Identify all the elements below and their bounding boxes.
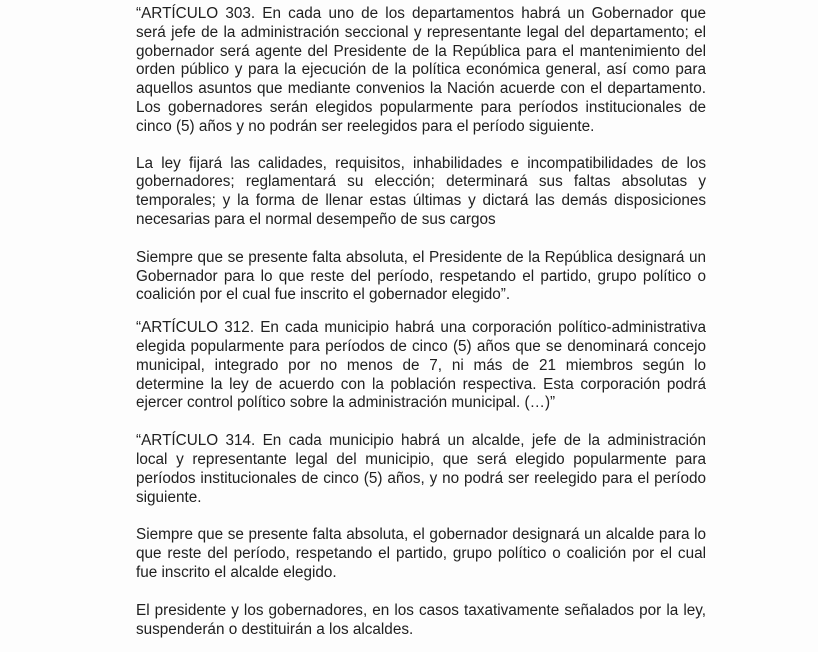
paragraph-falta-absoluta-alcalde: Siempre que se presente falta absoluta, el gobernador designará un alcalde para lo que reste del período, respetando el partido, grupo político o coalición por el cual fue inscrito el alcalde elegido.: [136, 526, 706, 581]
paragraph-ley-gobernadores: La ley fijará las calidades, requisitos, inhabilidades e incompatibilidades de los gobernadores; reglamentará su elección; determinará sus faltas absolutas y temporales; y la forma de llenar estas últimas y dictará las demás disposiciones necesarias para el normal desempeño de sus cargos: [136, 154, 706, 228]
paragraph-articulo-303: “ARTÍCULO 303. En cada uno de los departamentos habrá un Gobernador que será jefe de la administración seccional y representante legal del departamento; el gobernador será agente del Presidente de la República para el mantenimiento del orden público y para la ejecución de la política económica general, así como para aquellos asuntos que mediante convenios la Nación acuerde con el departamento. Los gobernadores serán elegidos popularmente para períodos institucionales de cinco (5) años y no podrán ser reelegidos para el período siguiente.: [136, 5, 706, 135]
paragraph-articulo-314: “ARTÍCULO 314. En cada municipio habrá un alcalde, jefe de la administración local y representante legal del municipio, que será elegido popularmente para períodos institucionales de cinco (5) años, y no podrá ser reelegido para el período siguiente.: [136, 432, 706, 506]
paragraph-suspension-alcaldes: El presidente y los gobernadores, en los casos taxativamente señalados por la ley, suspenderán o destituirán a los alcaldes.: [136, 601, 706, 638]
paragraph-falta-absoluta-gobernador: Siempre que se presente falta absoluta, el Presidente de la República designará un Gobernador para lo que reste del período, respetando el partido, grupo político o coalición por el cual fue inscrito el gobernador elegido”.: [136, 248, 706, 304]
document-body: [136, 5, 706, 639]
paragraph-articulo-312: “ARTÍCULO 312. En cada municipio habrá una corporación político-administrativa elegida popularmente para períodos de cinco (5) años que se denominará concejo municipal, integrado por no menos de 7, ni más de 21 miembros según lo determine la ley de acuerdo con la población respectiva. Esta corporación podrá ejercer control político sobre la administración municipal. (…)”: [136, 319, 706, 412]
